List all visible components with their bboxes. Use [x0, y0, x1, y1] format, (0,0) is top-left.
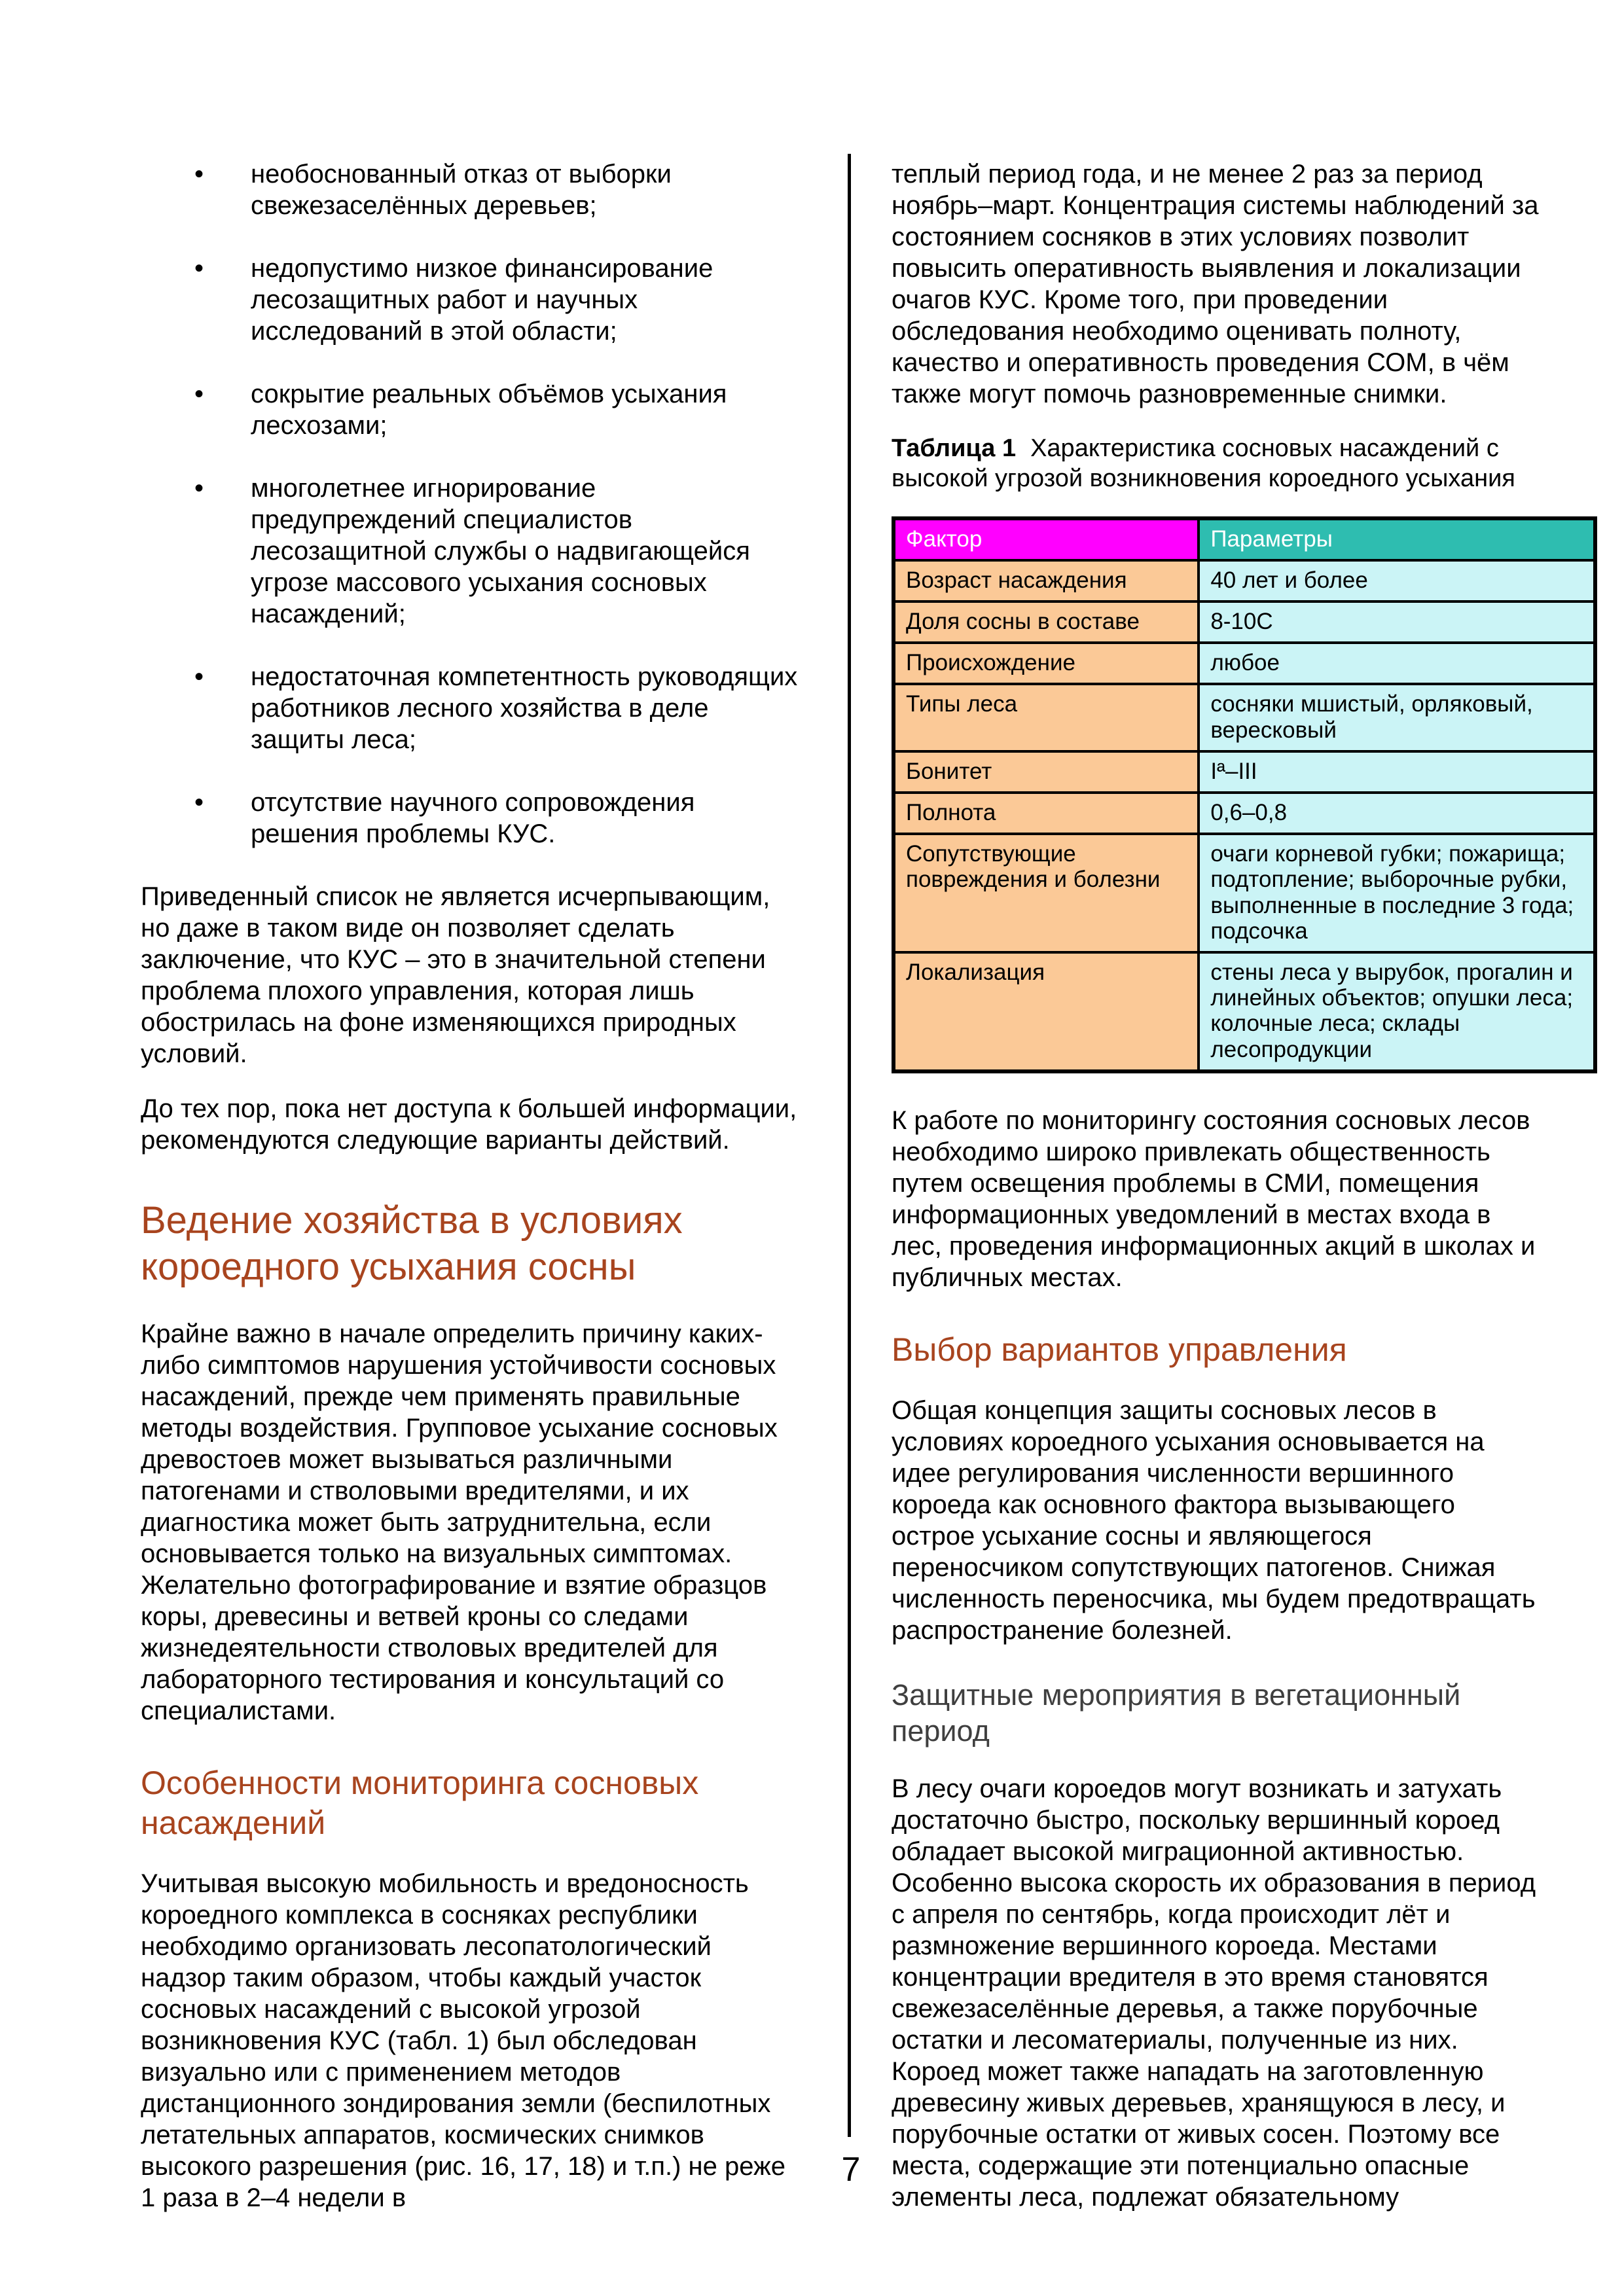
table-cell-factor: Бонитет — [893, 751, 1199, 793]
left-column — [141, 158, 803, 2237]
table-cell-params: очаги корневой губки; пожарища; подтопление; выборочные рубки, выполненные в последние 3 года; подсочка — [1199, 834, 1595, 952]
bullet-item — [141, 378, 803, 441]
table-cell-factor: Возраст насаждения — [893, 560, 1199, 601]
table-row — [893, 684, 1595, 751]
paragraph: До тех пор, пока нет доступа к большей информации, рекомендуются следующие варианты действий. — [141, 1094, 797, 1155]
paragraph: В лесу очаги короедов могут возникать и затухать достаточно быстро, поскольку вершинный короед обладает высокой миграционной активностью. Особенно высока скорость их образования в период с апреля по сентябрь, когда происходит лёт и размножение вершинного короеда. Местами концентрации вредителя в это время становятся свежезаселённые деревья, а также порубочные остатки и лесоматериалы, полученные из них. Короед может также нападать на заготовленную древесину живых деревьев, хранящуюся в лесу, и порубочные остатки от живых сосен. Поэтому все места, содержащие эти потенциально опасные элементы леса, подлежат обязательному — [892, 1774, 1536, 2212]
table-row — [893, 834, 1595, 952]
bullet-item — [141, 661, 803, 755]
right-column — [892, 158, 1574, 2236]
subsection-heading: Особенности мониторинга сосновых насаждений — [141, 1764, 699, 1841]
table-cell-params: сосняки мшистый, орляковый, вересковый — [1199, 684, 1595, 751]
table-header-row — [893, 518, 1595, 560]
table-cell-params: 0,6–0,8 — [1199, 793, 1595, 834]
bullet-item — [141, 158, 803, 221]
table-cell-factor: Сопутствующие повреждения и болезни — [893, 834, 1199, 952]
table-row — [893, 952, 1595, 1071]
paragraph: Крайне важно в начале определить причину каких-либо симптомов нарушения устойчивости сосновых насаждений, прежде чем применять правильные методы воздействия. Групповое усыхание сосновых древостоев может вызываться различными патогенами и стволовыми вредителями, и их диагностика может быть затруднительна, если основывается только на визуальных симптомах. Желательно фотографирование и взятие образцов коры, древесины и ветвей кроны со следами жизнедеятельности стволовых вредителей для лабораторного тестирования и консультаций со специалистами. — [141, 1319, 778, 1725]
bullet-text: отсутствие научного сопровождения решения проблемы КУС. — [251, 788, 695, 848]
table-caption — [892, 433, 1540, 494]
table-cell-params: 40 лет и более — [1199, 560, 1595, 601]
table-row — [893, 643, 1595, 684]
table-caption-label: Таблица 1 — [892, 435, 1017, 462]
bullet-item — [141, 253, 803, 347]
table-row — [893, 560, 1595, 601]
table-cell-factor: Полнота — [893, 793, 1199, 834]
sub-subsection-heading: Защитные мероприятия в вегетационный период — [892, 1677, 1461, 1748]
table-cell-factor: Происхождение — [893, 643, 1199, 684]
table-header-factor: Фактор — [893, 518, 1199, 560]
table-row — [893, 793, 1595, 834]
table-cell-factor: Локализация — [893, 952, 1199, 1071]
paragraph: Общая концепция защиты сосновых лесов в условиях короедного усыхания основывается на идее регулирования численности вершинного короеда как основного фактора вызывающего острое усыхание сосны и являющегося переносчиком сопутствующих патогенов. Снижая численность переносчика, мы будем предотвращать распространение болезней. — [892, 1395, 1536, 1645]
pine-stands-risk-table — [892, 516, 1597, 1073]
column-divider — [848, 154, 851, 2137]
section-heading: Ведение хозяйства в условиях короедного усыхания сосны — [141, 1199, 683, 1288]
bullet-list — [141, 158, 803, 850]
paragraph: Учитывая высокую мобильность и вредоносность короедного комплекса в сосняках республики необходимо организовать лесопатологический надзор таким образом, чтобы каждый участок сосновых насаждений с высокой угрозой возникновения КУС (табл. 1) был обследован визуально или с применением методов дистанционного зондирования земли (беспилотных летательных аппаратов, космических снимков высокого разрешения (рис. 16, 17, 18) и т.п.) не реже 1 раза в 2–4 недели в — [141, 1869, 786, 2212]
bullet-item — [141, 787, 803, 850]
bullet-text: сокрытие реальных объёмов усыхания лесхозами; — [251, 380, 727, 440]
subsection-heading: Выбор вариантов управления — [892, 1331, 1347, 1368]
table-cell-factor: Доля сосны в составе — [893, 601, 1199, 643]
paragraph: Приведенный список не является исчерпывающим, но даже в таком виде он позволяет сделать заключение, что КУС – это в значительной степени проблема плохого управления, которая лишь обострилась на фоне изменяющихся природных условий. — [141, 882, 770, 1068]
table-cell-factor: Типы леса — [893, 684, 1199, 751]
paragraph: К работе по мониторингу состояния сосновых лесов необходимо широко привлекать общественность путем освещения проблемы в СМИ, помещения информационных уведомлений в местах входа в лес, проведения информационных акций в школах и публичных местах. — [892, 1105, 1536, 1292]
bullet-text: недопустимо низкое финансирование лесозащитных работ и научных исследований в этой области; — [251, 254, 713, 346]
table-cell-params: 8-10С — [1199, 601, 1595, 643]
table-row — [893, 751, 1595, 793]
table-cell-params: любое — [1199, 643, 1595, 684]
table-header-params: Параметры — [1199, 518, 1595, 560]
table-caption-text: Характеристика сосновых насаждений с высокой угрозой возникновения короедного усыхания — [892, 435, 1515, 493]
bullet-text: необоснованный отказ от выборки свежезаселённых деревьев; — [251, 160, 672, 220]
table-cell-params: стены леса у вырубок, прогалин и линейных объектов; опушки леса; колочные леса; склады лесопродукции — [1199, 952, 1595, 1071]
table-row — [893, 601, 1595, 643]
page-number: 7 — [841, 2151, 861, 2189]
bullet-text: многолетнее игнорирование предупреждений специалистов лесозащитной службы о надвигающейся угрозе массового усыхания сосновых насаждений; — [251, 474, 750, 628]
bullet-text: недостаточная компетентность руководящих работников лесного хозяйства в деле защиты леса; — [251, 662, 798, 754]
bullet-item — [141, 473, 803, 630]
paragraph: теплый период года, и не менее 2 раз за период ноябрь–март. Концентрация системы наблюдений за состоянием сосняков в этих условиях позволит повысить оперативность выявления и локализации очагов КУС. Кроме того, при проведении обследования необходимо оценивать полноту, качество и оперативность проведения СОМ, в чём также могут помочь разновременные снимки. — [892, 160, 1539, 408]
table-cell-params: Iª–III — [1199, 751, 1595, 793]
